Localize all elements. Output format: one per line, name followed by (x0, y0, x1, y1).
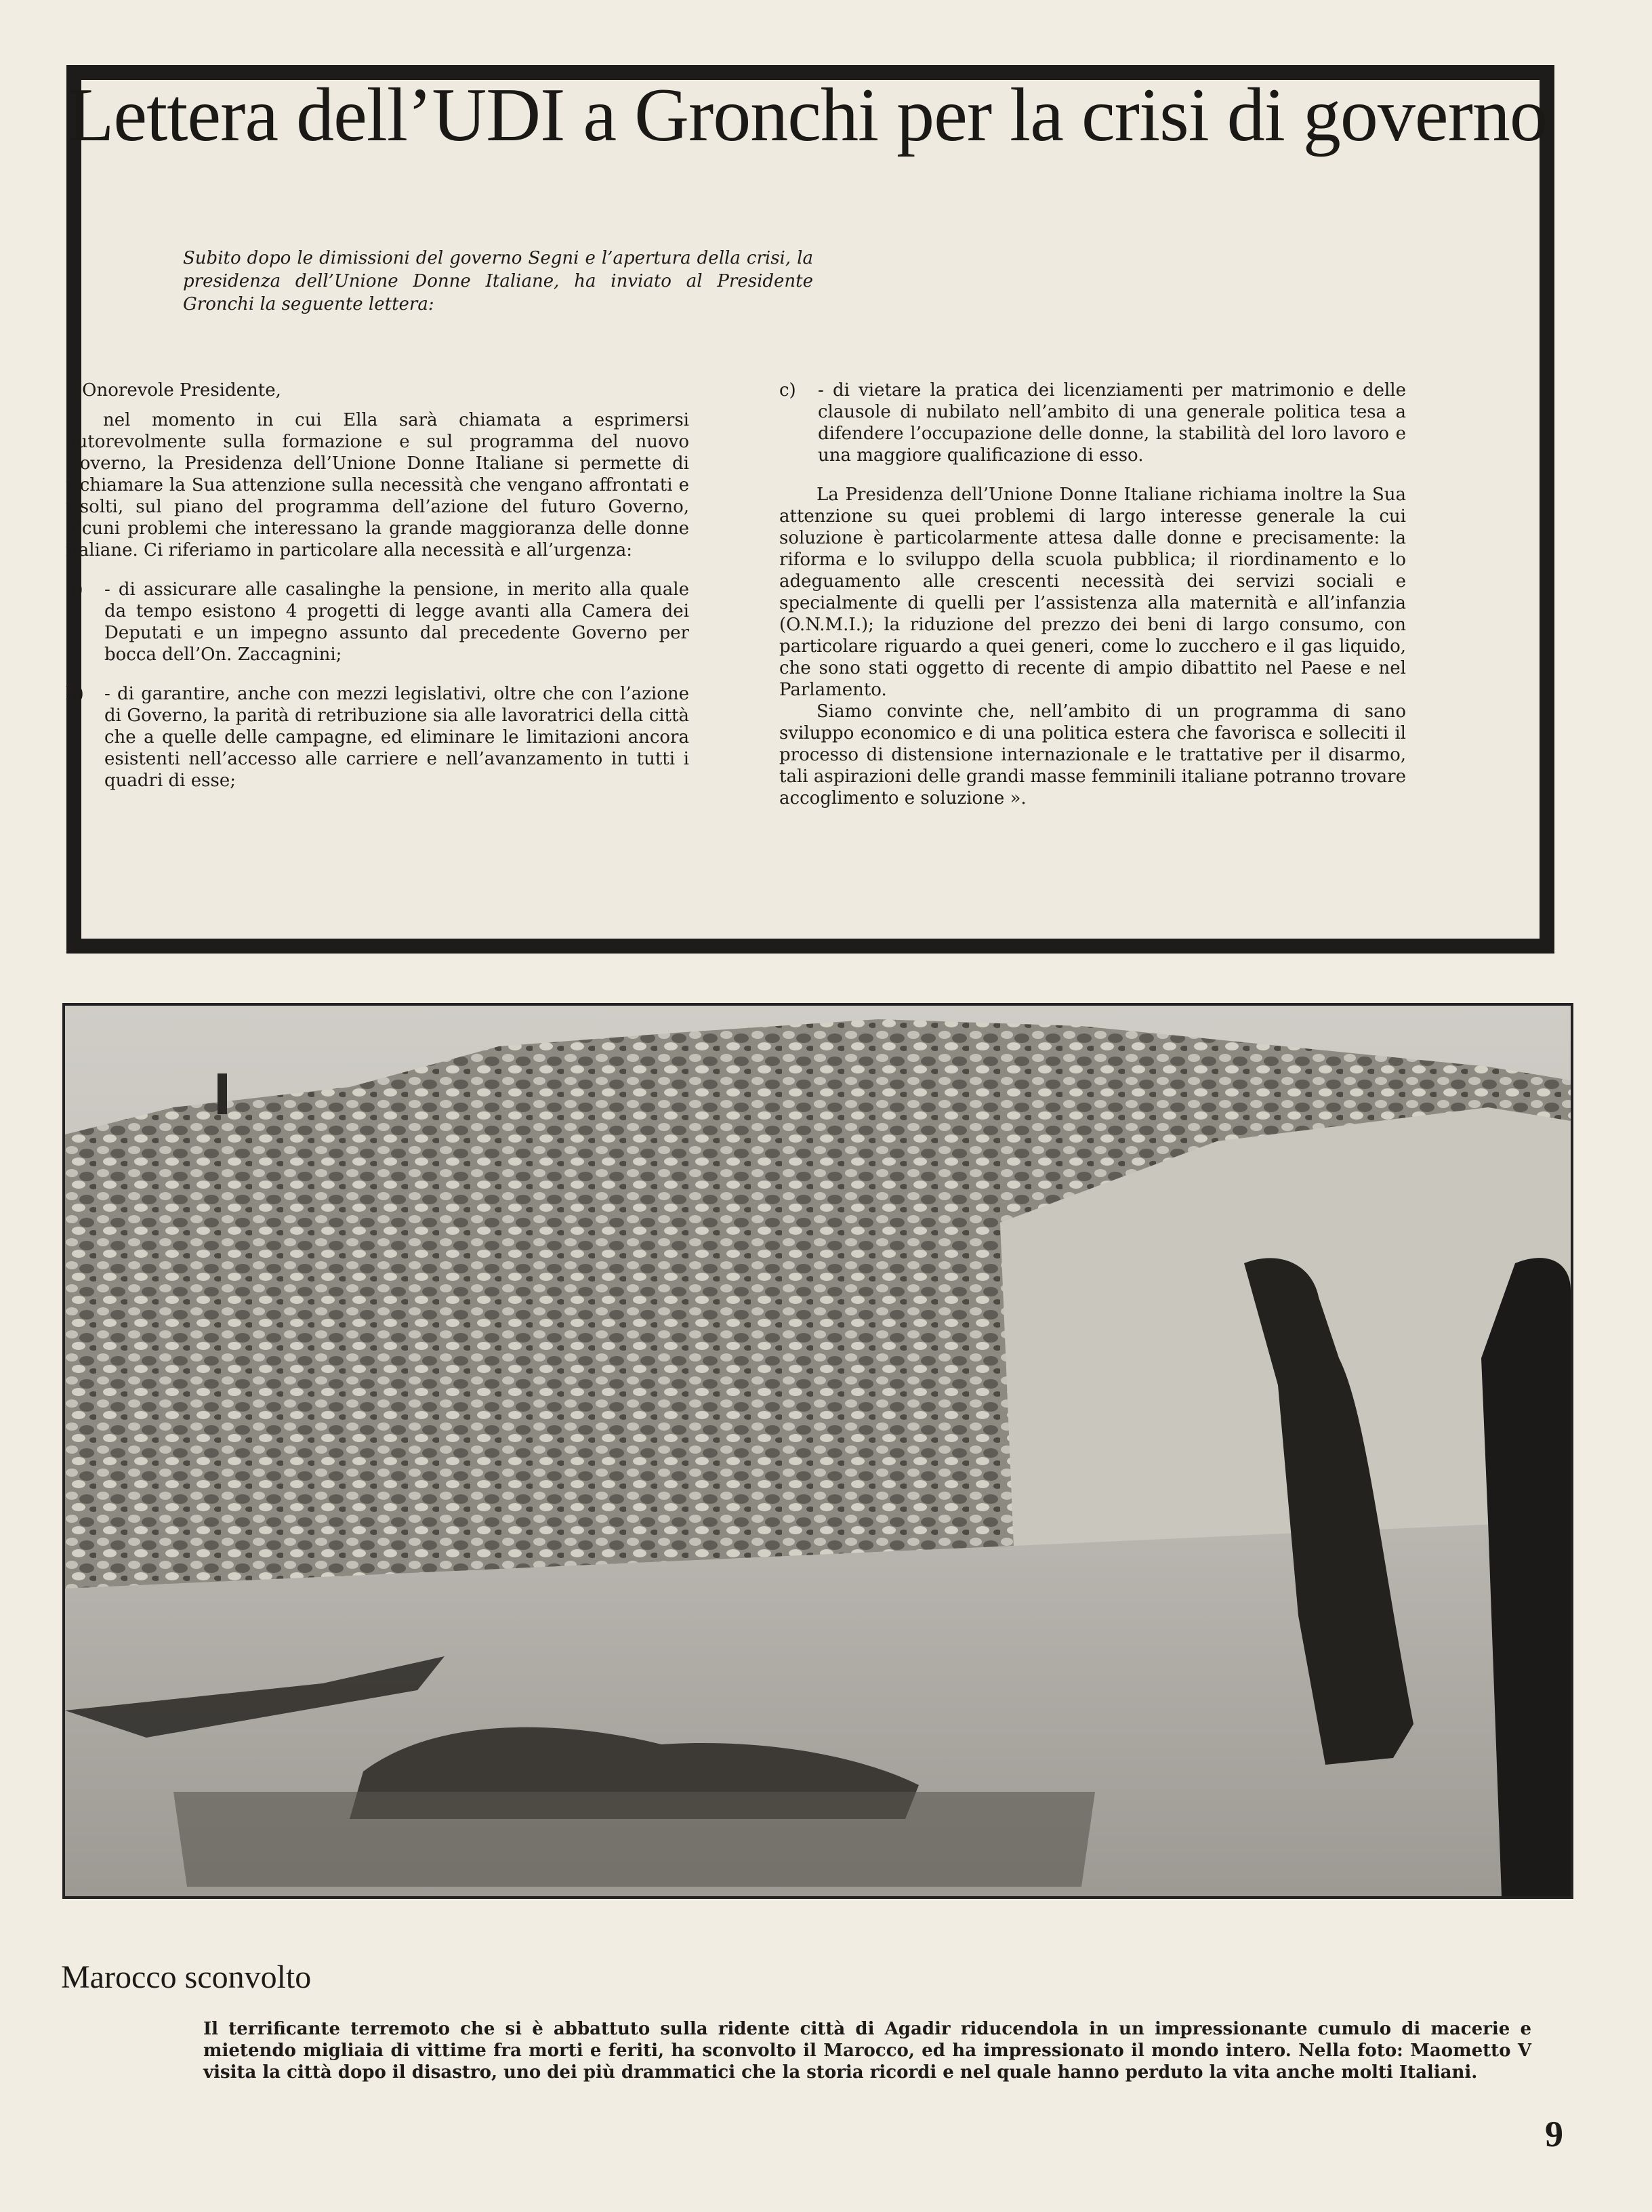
item-text: - di vietare la pratica dei licenziamenti per matrimonio e delle clausole di nubilato nell’ambito di una generale politica tesa a difendere l’occupazione delle donne, la stabilità del loro lavoro e una maggiore qualificazione di esso. (818, 380, 1406, 466)
item-text: - di assicurare alle casalinghe la pensione, in merito alla quale da tempo esistono 4 progetti di legge avanti alla Camera dei Deputati e un impegno assunto dal precedente Governo per bocca dell’On. Zaccagnini; (104, 579, 689, 665)
letter-paragraph-3: Siamo convinte che, nell’ambito di un programma di sano sviluppo economico e di una politica estera che favorisca e solleciti il processo di distensione internazionale e le trattative per il disarmo, tali aspirazioni delle grandi masse femminili italiane potranno trovare accoglimento e soluzione ». (779, 701, 1406, 808)
letter-item-c (779, 380, 1406, 466)
caption-title: Marocco sconvolto (61, 1959, 312, 1995)
article-title: Lettera dell’UDI a Gronchi per la crisi di governo (68, 73, 1547, 157)
letter-greeting: « Onorevole Presidente, (66, 380, 281, 401)
letter-item-a (66, 579, 689, 665)
letter-column-right (779, 380, 1406, 809)
article-intro: Subito dopo le dimissioni del governo Segni e l’apertura della crisi, la presidenza dell’Unione Donne Italiane, ha inviato al Presidente Gronchi la seguente lettera: (183, 248, 813, 314)
earthquake-photo (62, 1003, 1573, 1899)
letter-item-b (66, 683, 689, 792)
item-marker: b) (66, 684, 84, 704)
caption-text: Il terrificante terremoto che si è abbattuto sulla ridente città di Agadir riducendola in un impressionante cumulo di macerie e mietendo migliaia di vittime fra morti e feriti, ha sconvolto il Marocco, ed ha impressionato il mondo intero. Nella foto: Maometto V visita la città dopo il disastro, uno dei più drammatici che la storia ricordi e nel quale hanno perduto la vita anche molti Italiani. (203, 2019, 1531, 2083)
earthquake-photo-image (65, 1006, 1571, 1896)
item-text: - di garantire, anche con mezzi legislativi, oltre che con l’azione di Governo, la parità di retribuzione sia alle lavoratrici della città che a quelle delle campagne, ed eliminare le limitazioni ancora esistenti nell’accesso alle carriere e nell’avanzamento in tutti i quadri di esse; (104, 684, 689, 791)
letter-paragraph-2: La Presidenza dell’Unione Donne Italiane richiama inoltre la Sua attenzione su quei problemi di largo interesse generale la cui soluzione è particolarmente attesa dalle donne e precisamente: la riforma e lo sviluppo della scuola pubblica; il riordinamento e lo adeguamento alle crescenti necessità dei servizi sociali e specialmente di quelli per l’assistenza alla maternità e all’infanzia (O.N.M.I.); la riduzione del prezzo dei beni di largo consumo, con particolare riguardo a quei generi, come lo zucchero e il gas liquido, che sono stati oggetto di recente di ampio dibattito nel Paese e nel Parlamento. (779, 485, 1406, 700)
item-marker: a) (66, 579, 83, 600)
page-number: 9 (1545, 2114, 1563, 2154)
letter-column-left (66, 380, 689, 809)
item-marker: c) (779, 380, 796, 401)
letter-paragraph-1: nel momento in cui Ella sarà chiamata a esprimersi autorevolmente sulla formazione e sul programma del nuovo Governo, la Presidenza dell’Unione Donne Italiane si permette di richiamare la Sua attenzione sulla necessità che vengano affrontati e risolti, sul piano del programma dell’azione del futuro Governo, alcuni problemi che interessano la grande maggioranza delle donne italiane. Ci riferiamo in particolare alla necessità e all’urgenza: (66, 410, 689, 560)
